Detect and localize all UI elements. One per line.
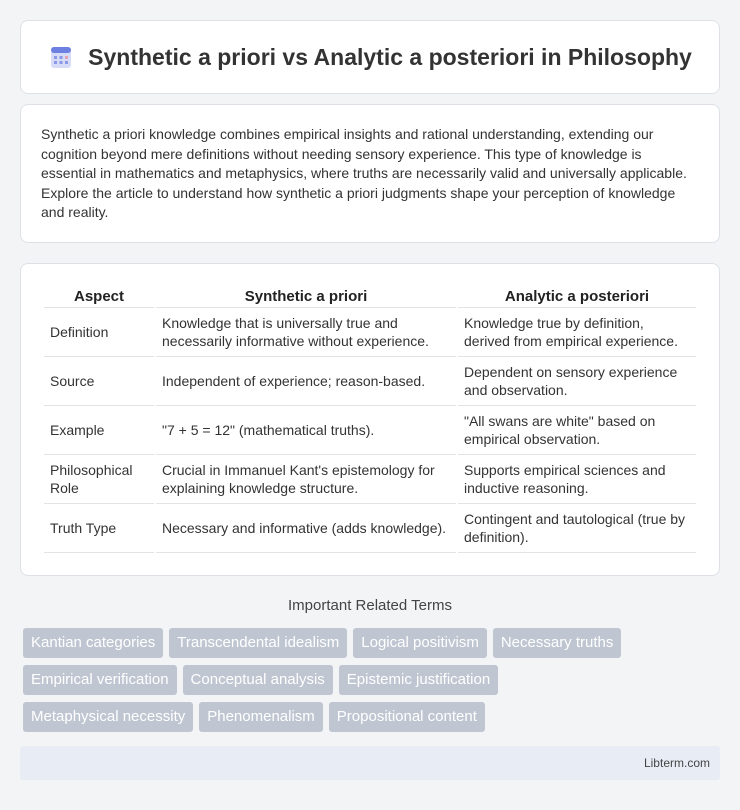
cell-synthetic: Independent of experience; reason-based.: [156, 357, 456, 406]
cell-aspect: Example: [44, 406, 154, 455]
tag-transcendental-idealism[interactable]: Transcendental idealism: [169, 628, 347, 658]
comparison-card: [20, 263, 720, 576]
table-row: [44, 406, 696, 455]
tag-propositional-content[interactable]: Propositional content: [329, 702, 485, 732]
page-header: [20, 20, 720, 94]
cell-aspect: Truth Type: [44, 504, 154, 553]
tag-conceptual-analysis[interactable]: Conceptual analysis: [183, 665, 333, 695]
table-row: [44, 357, 696, 406]
tag-metaphysical-necessity[interactable]: Metaphysical necessity: [23, 702, 193, 732]
header-synthetic: Synthetic a priori: [156, 284, 456, 308]
cell-synthetic: "7 + 5 = 12" (mathematical truths).: [156, 406, 456, 455]
cell-synthetic: Crucial in Immanuel Kant's epistemology for explaining knowledge structure.: [156, 455, 456, 504]
cell-synthetic: Necessary and informative (adds knowledge).: [156, 504, 456, 553]
tag-row: [23, 628, 723, 658]
tag-necessary-truths[interactable]: Necessary truths: [493, 628, 622, 658]
comparison-table: [42, 284, 698, 553]
tag-row: [23, 702, 723, 732]
header-aspect: Aspect: [44, 284, 154, 308]
cell-synthetic: Knowledge that is universally true and necessarily informative without experience.: [156, 308, 456, 357]
tag-epistemic-justification[interactable]: Epistemic justification: [339, 665, 498, 695]
tag-logical-positivism[interactable]: Logical positivism: [353, 628, 487, 658]
cell-aspect: Definition: [44, 308, 154, 357]
page-title: Synthetic a priori vs Analytic a posteriori in Philosophy: [88, 43, 692, 70]
cell-aspect: Source: [44, 357, 154, 406]
intro-text: Synthetic a priori knowledge combines empirical insights and rational understanding, extending our cognition beyond mere definitions without needing sensory experience. This type of knowledge is essential in mathematics and metaphysics, where truths are necessarily valid and universally applicable. Explore the article to understand how synthetic a priori judgments shape your perception of knowledge and reality.: [41, 126, 687, 221]
document-icon: [48, 44, 74, 70]
cell-analytic: Supports empirical sciences and inductive reasoning.: [458, 455, 696, 504]
cell-analytic: Dependent on sensory experience and observation.: [458, 357, 696, 406]
header-analytic: Analytic a posteriori: [458, 284, 696, 308]
cell-analytic: Contingent and tautological (true by definition).: [458, 504, 696, 553]
tag-row: [23, 665, 723, 695]
table-header-row: [44, 284, 696, 308]
tag-empirical-verification[interactable]: Empirical verification: [23, 665, 177, 695]
cell-analytic: "All swans are white" based on empirical observation.: [458, 406, 696, 455]
related-terms-title: Important Related Terms: [288, 597, 452, 614]
tag-phenomenalism[interactable]: Phenomenalism: [199, 702, 323, 732]
cell-aspect: Philosophical Role: [44, 455, 154, 504]
intro-card: [20, 104, 720, 243]
table-row: [44, 504, 696, 553]
tag-kantian-categories[interactable]: Kantian categories: [23, 628, 163, 658]
footer: [20, 746, 720, 780]
cell-analytic: Knowledge true by definition, derived from empirical experience.: [458, 308, 696, 357]
footer-site-link[interactable]: Libterm.com: [643, 756, 710, 770]
table-row: [44, 455, 696, 504]
table-row: [44, 308, 696, 357]
related-terms: [23, 628, 723, 739]
